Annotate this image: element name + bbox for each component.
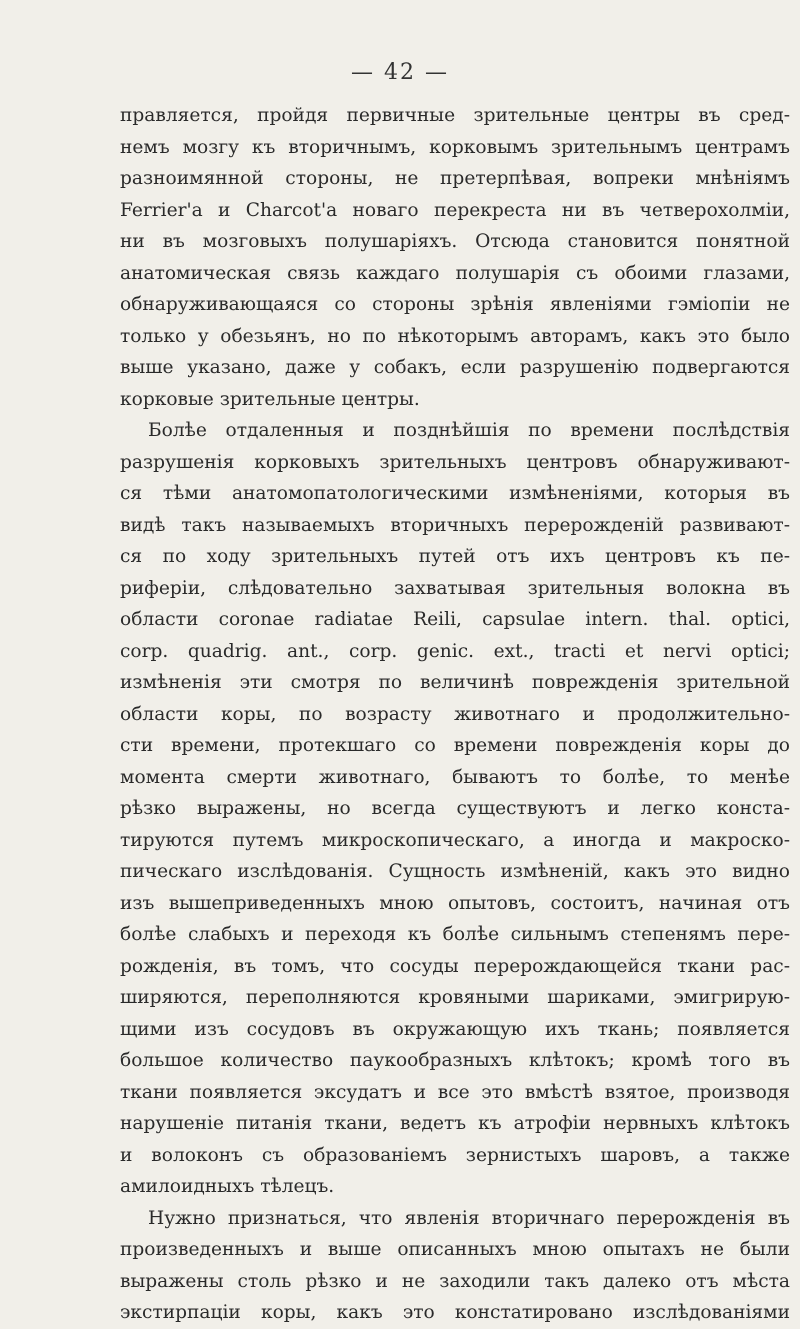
text-line: измѣненія эти смотря по величинѣ поврежденія зрительной [120, 672, 790, 693]
text-line: анатомическая связь каждаго полушарія съ обоими глазами, [120, 262, 790, 284]
text-line: ся по ходу зрительныхъ путей отъ ихъ центровъ къ пе- [120, 546, 790, 567]
page-number: — 42 — [351, 60, 449, 85]
text-line: Болѣе отдаленныя и позднѣйшія по времени послѣдствія [148, 420, 790, 441]
text-line: выражены столь рѣзко и не заходили такъ далеко отъ мѣста [120, 1270, 790, 1292]
text-line: щими изъ сосудовъ въ окружающую ихъ ткань; появляется [120, 1018, 790, 1040]
text-line: ни въ мозговыхъ полушаріяхъ. Отсюда становится понятной [120, 231, 790, 252]
text-line: области coronae radiatae Reili, capsulae intern. thal. optici, [120, 609, 790, 630]
text-line: нарушеніе питанія ткани, ведетъ къ атрофіи нервныхъ клѣтокъ [120, 1113, 790, 1134]
text-line: Ferrier'а и Charcot'а новаго перекреста ни въ четверохолміи, [120, 199, 790, 221]
text-line: риферіи, слѣдовательно захватывая зрительныя волокна въ [120, 577, 790, 599]
text-line: области коры, по возрасту животнаго и продолжительно- [120, 703, 790, 725]
text-line: сти времени, протекшаго со времени поврежденія коры до [120, 735, 790, 756]
text-line: и волоконъ съ образованіемъ зернистыхъ шаровъ, а также [120, 1144, 790, 1166]
text-line: болѣе слабыхъ и переходя къ болѣе сильнымъ степенямъ пере- [120, 924, 790, 945]
text-line: пическаго изслѣдованія. Сущность измѣненій, какъ это видно [120, 861, 790, 882]
text-line: немъ мозгу къ вторичнымъ, корковымъ зрительнымъ центрамъ [120, 136, 790, 158]
body-text [120, 100, 790, 1329]
text-line: корковые зрительные центры. [120, 388, 420, 410]
text-line: рѣзко выражены, но всегда существуютъ и легко конста- [120, 798, 790, 819]
text-line: изъ вышеприведенныхъ мною опытовъ, состоитъ, начиная отъ [120, 892, 790, 914]
text-line: видѣ такъ называемыхъ вторичныхъ перерожденій развивают- [120, 514, 790, 536]
text-line: правляется, пройдя первичные зрительные центры въ сред- [120, 105, 790, 126]
text-line: Нужно признаться, что явленія вторичнаго перерожденія въ [148, 1207, 790, 1229]
text-line: только у обезьянъ, но по нѣкоторымъ авторамъ, какъ это было [120, 325, 790, 347]
text-line: экстирпаціи коры, какъ это констатировано изслѣдованіями [120, 1302, 790, 1323]
text-line: corp. quadrig. ant., corp. genic. ext., tracti et nervi optici; [120, 640, 790, 662]
text-line: тируются путемъ микроскопическаго, а иногда и макроско- [120, 829, 790, 851]
text-line: разноимянной стороны, не претерпѣвая, вопреки мнѣніямъ [120, 168, 790, 189]
text-line: разрушенія корковыхъ зрительныхъ центровъ обнаруживают- [120, 451, 790, 473]
text-line: обнаруживающаяся со стороны зрѣнія явленіями гэміопіи не [120, 294, 790, 315]
text-line: ся тѣми анатомопатологическими измѣненіями, которыя въ [120, 483, 790, 504]
text-line: ткани появляется эксудатъ и все это вмѣстѣ взятое, производя [120, 1081, 790, 1103]
text-line: ширяются, переполняются кровяными шариками, эмигрирую- [120, 987, 790, 1008]
text-line: большое количество паукообразныхъ клѣтокъ; кромѣ того въ [120, 1050, 790, 1071]
text-line: выше указано, даже у собакъ, если разрушенію подвергаются [120, 357, 790, 378]
text-line: момента смерти животнаго, бываютъ то болѣе, то менѣе [120, 766, 790, 788]
text-line: произведенныхъ и выше описанныхъ мною опытахъ не были [120, 1239, 790, 1260]
text-line: рожденія, въ томъ, что сосуды перерождающейся ткани рас- [120, 955, 790, 977]
text-line: амилоидныхъ тѣлецъ. [120, 1176, 335, 1197]
